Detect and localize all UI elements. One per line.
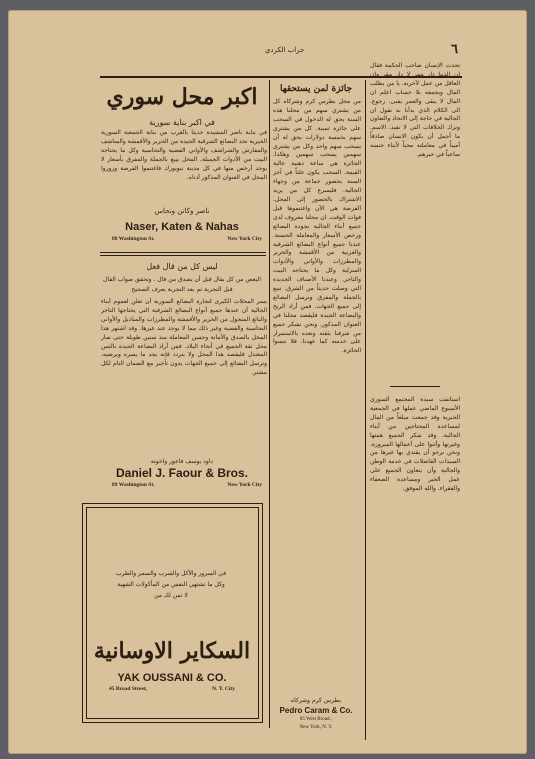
- ad-oussani-line: وكل ما تشتهي النفس من المأكولات الشهية: [117, 581, 225, 588]
- middle-article-city: New York, N. Y.: [299, 725, 333, 730]
- ad-naser-body: في بناية ناصر المشيدة حديثاً بالقرب من بناية الجمعية السورية الخيرية تجد البضائع الشرقية الجيدة من الحرير والأقمشة والمناشف والمفارش والشراشف والأواني الفضية والنحاسية وكل ما يحتاجه البيت من الأدوات الجميلة. المحل يبيع بالجملة والمفرق بأسعار لا يوجد أرخص منها في كل مدينة نيويورك فاغتنموا الفرصة وزوروا المحل في العنوان المذكور أدناه.: [101, 129, 267, 181]
- ad-faour-body: يسر المحلات الكبرى لتجارة البضائع السورية أن تعلن لعموم أبناء الجالية أن عندها جميع أنواع البضائع الشرقية التي يحتاجها التاجر والبائع المتجول من الحرير والأقمشة والمطرزات والمناديل والأواني النحاسية والفضية وغير ذلك مما لا يوجد عند غيرها. وقد اشتهر هذا المحل بالصدق والأمانة وحسن المعاملة منذ سنين طويلة حتى صار محل ثقة الجميع في أنحاء البلاد. فمن أراد البضاعة الجيدة بالثمن المعتدل فليقصد هذا المحل ولا يتردد فإنه يجد ما يسره ويرضيه. وترسل البضائع إلى جميع الجهات بدون تأخير مع الضمان التام لكل مشتر.: [101, 298, 267, 377]
- column-divider-right: [365, 80, 366, 740]
- ad-naser-street: 88 Washington St.: [112, 236, 155, 242]
- ad-faour-line3: قبل التجربة ثم بعد التجربة يعرف الصحيح: [131, 286, 233, 293]
- newspaper-page: [8, 10, 527, 754]
- column-divider-left: [269, 80, 270, 728]
- ad-oussani-name-en: YAK OUSSANI & CO.: [117, 672, 227, 684]
- ad-separator-1b: [100, 255, 266, 256]
- right-column-rule: [390, 386, 440, 387]
- ad-oussani-city: N. Y. City: [212, 686, 235, 692]
- page-number: ٦: [451, 42, 458, 57]
- middle-article-title: جائزة لمن يستحقها: [279, 84, 353, 94]
- middle-article-signature: بطرس كرم وشركاه: [291, 697, 341, 704]
- ad-oussani-box: [82, 503, 263, 723]
- ad-naser-names-en: Naser, Katen & Nahas: [125, 221, 239, 233]
- middle-article-street: 85 West Broad.,: [299, 717, 332, 722]
- ad-naser-names-ar: ناصر وكاتن ونحاس: [154, 207, 210, 215]
- right-column-text-2: استأنفت سيدة المجتمع السوري الأسبوع الماضي عملها في الجمعية الخيرية وقد جمعت مبلغاً من المال لمساعدة المحتاجين من أبناء الجالية. وقد شكر الجميع همتها وغيرتها وأثنوا على أعمالها المبرورة. ونحن نرجو أن يقتدي بها غيرها من السيدات الفاضلات في خدمة الوطن والجالية وأن يتعاون الجميع على عمل الخير ومساعدة الضعفاء والفقراء. والله الموفق.: [370, 396, 460, 493]
- ad-oussani-lines: [95, 568, 247, 601]
- ad-oussani-line: في السرور والأكل والشرب والسمر والطرب: [115, 570, 227, 577]
- right-column-text-1: تحدث الإنسان صاحب الحكمة فقال ان الدنيا دار ممر لا دار مقر وان العاقل من عمل لآخرته. يا من يطلب المال ويجمعه بلا حساب اعلم ان المال لا يبقى والعمر يفنى. رجوع. الى الكلام الذي بدأنا به نقول ان الجالية في حاجة إلى الاتحاد والتعاون وترك الخلافات التي لا تفيد. الاسم. ما أجمل أن يكون الانسان صادقاً أميناً في معاملته محباً لأبناء جنسه ساعياً في خيرهم.: [370, 62, 460, 159]
- ad-oussani-street: 45 Broad Street,: [109, 686, 148, 692]
- ad-naser-city: New York City: [227, 236, 262, 242]
- ad-naser-subtitle: في اكبر بناية سورية: [149, 118, 215, 127]
- ad-separator-1: [100, 252, 266, 253]
- ad-oussani-title: السكاير الاوسانية: [93, 638, 251, 664]
- ad-naser-title: اكبر محل سوري: [106, 84, 258, 110]
- page-header: [100, 42, 458, 58]
- ad-faour-address: [112, 482, 262, 488]
- ad-oussani-line: لا ثمن لك من: [154, 592, 188, 599]
- ad-oussani-address: [109, 686, 235, 692]
- ad-faour-name-en: Daniel J. Faour & Bros.: [115, 466, 249, 480]
- ad-naser-address: [112, 236, 262, 242]
- ad-faour-city: New York City: [227, 482, 262, 488]
- middle-article-body: من محل بطرس كرم وشركاه كل من يشتري سهم من محلنا هذه السنة يحق له الدخول في السحب على جائزة ثمينة. كل من يشتري سهم بخمسة دولارات يحق له أن يسحب سهم واحد وكل من يشتري سهمين يسحب سهمين وهكذا. الجائزة هي ساعة ذهبية عالية القيمة. السحب يكون علناً في آخر السنة بحضور جماعة من وجهاء الجالية. فليسرع كل من يريد الاشتراك بالحضور إلى المحل. الفرصة هي الآن واغتنموها قبل فوات الوقت. ان محلنا معروف لدى جميع أبناء الجالية بجودة البضائع ورخص الأسعار والمعاملة الحسنة. عندنا جميع أنواع البضائع الشرقية والغربية من الأقمشة والحرير والمطرزات والأواني والأدوات المنزلية وكل ما يحتاجه البيت والتاجر. وعندنا الأصناف الجديدة التي وصلت حديثاً من الشرق. نبيع بالجملة والمفرق ونرسل البضائع إلى جميع الجهات. فمن أراد الربح والبضاعة الجيدة فليقصد محلنا في العنوان المذكور. ونحن نشكر جميع من شرفنا بثقته ونعده بالاستمرار على خدمته كما عهدنا. فلا تنسوا الجائزة.: [273, 98, 361, 355]
- ad-faour-signature: داود يوسف فاعور واخوته: [150, 458, 214, 465]
- ad-faour-street: 89 Washington St.: [112, 482, 155, 488]
- middle-article-name-en: Pedro Caram & Co.: [279, 706, 353, 715]
- ad-faour-heading: ليس كل من قال فعل: [146, 262, 218, 271]
- ad-faour-line2: البعض من كل يقال قبل أن يصدق من قال ، وتحقق صواب القال: [103, 276, 261, 283]
- page-header-title: جراب الكردي: [265, 46, 305, 54]
